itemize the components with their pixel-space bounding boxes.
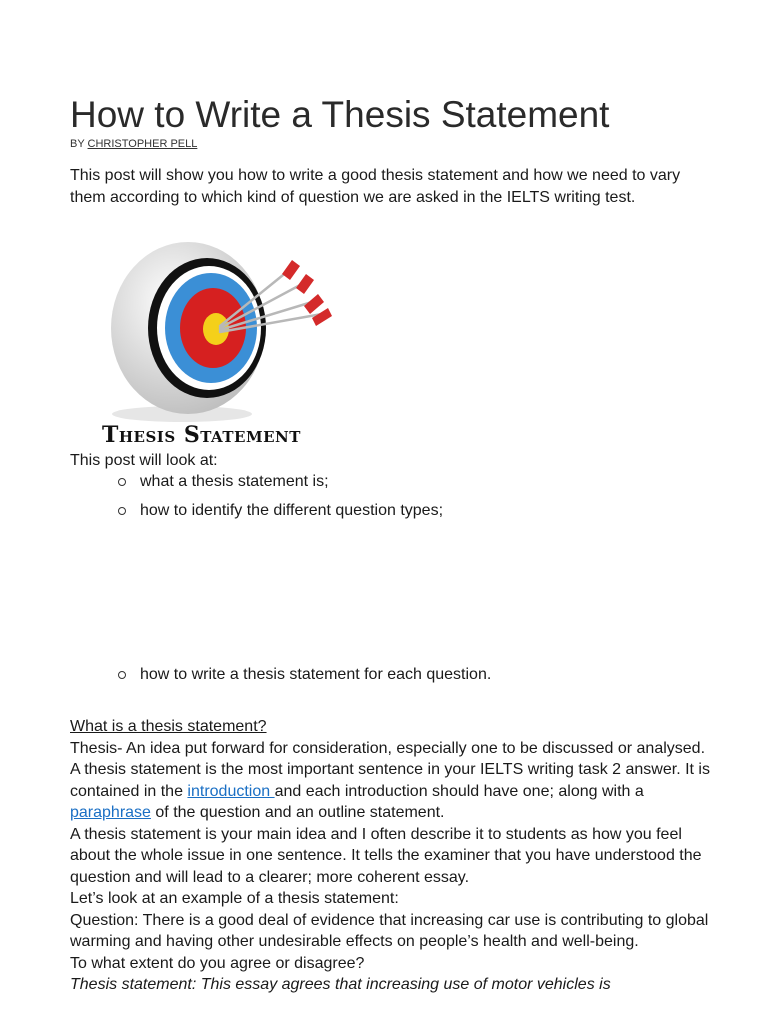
byline [70, 137, 197, 151]
example-lead-paragraph: Let’s look at an example of a thesis statement: [70, 890, 399, 907]
article-title: How to Write a Thesis Statement [70, 94, 610, 135]
question-paragraph: Question: There is a good deal of evidence that increasing car use is contributing to global warming and having other undesirable effects on people’s health and well-being. [70, 911, 709, 950]
introduction-link[interactable]: introduction [187, 782, 275, 800]
section-heading: What is a thesis statement? [70, 718, 267, 735]
para2-text-b: and each introduction should have one; along with a [274, 782, 644, 800]
author-link[interactable]: CHRISTOPHER PELL [87, 138, 198, 150]
figure-caption: Thesis Statement [102, 422, 301, 448]
para2-text-c: of the question and an outline statement. [150, 804, 445, 821]
byline-prefix: BY [70, 138, 88, 150]
list-item-text: what a thesis statement is; [140, 473, 329, 490]
list-item-text: how to write a thesis statement for each question. [140, 666, 492, 683]
article-body [70, 716, 710, 996]
question-prompt: To what extent do you agree or disagree? [70, 954, 365, 972]
list-intro: This post will look at: [70, 452, 218, 469]
bullet-circle-icon [118, 507, 126, 515]
intro-paragraph: This post will show you how to write a good thesis statement and how we need to vary them according to which kind of question we are asked in the IELTS writing test. [70, 167, 681, 206]
list-item-text: how to identify the different question types; [140, 502, 444, 519]
definition-paragraph: Thesis- An idea put forward for consideration, especially one to be discussed or analysed. [70, 739, 706, 757]
paraphrase-link[interactable]: paraphrase [70, 804, 151, 821]
bullet-circle-icon [118, 671, 126, 679]
para2-text-a: A thesis statement is the most important sentence in your IELTS writing task 2 answer. It is contained in the [70, 761, 710, 800]
thesis-example-text: Thesis statement: This essay agrees that increasing use of motor vehicles is [70, 976, 611, 993]
main-idea-paragraph: A thesis statement is your main idea and I often describe it to students as how you feel about the whole issue in one sentence. It tells the examiner that you have understood the question and will lead to a clearer; more coherent essay. [70, 825, 702, 886]
thesis-statement-figure [70, 236, 360, 448]
bullet-circle-icon [118, 478, 126, 486]
importance-paragraph [70, 759, 710, 824]
target-illustration [70, 236, 360, 448]
